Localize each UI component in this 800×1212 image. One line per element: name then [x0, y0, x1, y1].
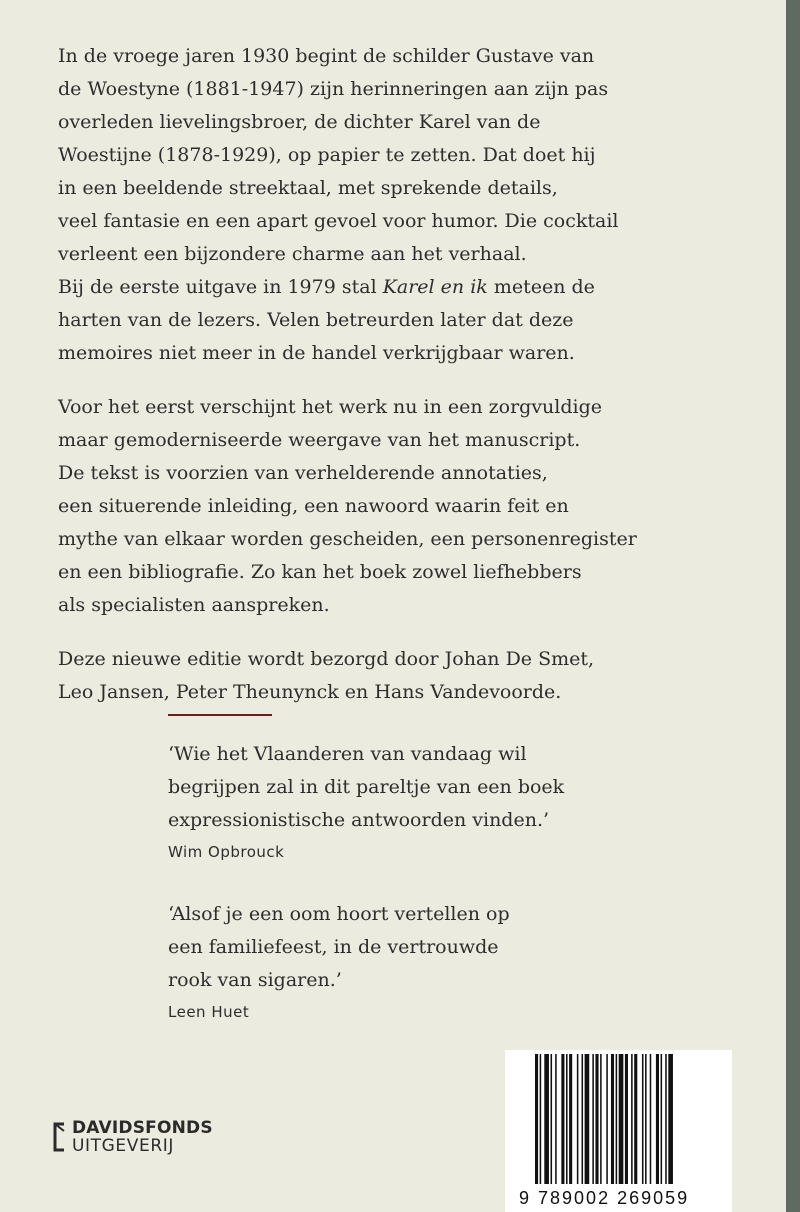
quote-line: ‘Wie het Vlaanderen van vandaag wil — [168, 743, 527, 765]
text-line: Voor het eerst verschijnt het werk nu in een zorgvuldige — [58, 396, 603, 418]
text-line: maar gemoderniseerde weergave van het manuscript. — [58, 429, 581, 451]
barcode-bar — [540, 1054, 542, 1184]
barcode-bar — [592, 1054, 594, 1184]
text-line: harten van de lezers. Velen betreurden later dat deze — [58, 309, 574, 331]
barcode-bar — [561, 1054, 564, 1184]
text-line: veel fantasie en een apart gevoel voor humor. Die cocktail — [58, 210, 619, 232]
barcode-bar — [611, 1054, 614, 1184]
barcode-bar — [600, 1054, 602, 1184]
barcode-bar — [619, 1054, 624, 1184]
text-line: Deze nieuwe editie wordt bezorgd door Johan De Smet, — [58, 648, 595, 670]
text-line: In de vroege jaren 1930 begint de schilder Gustave van — [58, 45, 595, 67]
barcode-bar — [656, 1054, 659, 1184]
blurb-paragraph-2 — [58, 391, 698, 622]
review-quote-1 — [168, 738, 648, 863]
text-line: overleden lievelingsbroer, de dichter Karel van de — [58, 111, 541, 133]
barcode-bar — [631, 1054, 633, 1184]
text-line: memoires niet meer in de handel verkrijgbaar waren. — [58, 342, 575, 364]
barcode-bar — [582, 1054, 584, 1184]
back-cover-blurb — [58, 40, 698, 730]
blurb-paragraph-3 — [58, 643, 698, 709]
isbn-barcode — [505, 1050, 732, 1212]
barcode-bar — [535, 1054, 538, 1184]
barcode-bar — [625, 1054, 628, 1184]
quote-author: Wim Opbrouck — [168, 843, 285, 861]
text-line — [58, 271, 698, 304]
barcode-bar — [551, 1054, 553, 1184]
barcode-bar — [668, 1054, 673, 1184]
barcode-bar — [566, 1054, 568, 1184]
text-line: Leo Jansen, Peter Theunynck en Hans Vandevoorde. — [58, 681, 562, 703]
barcode-digits: 9 789002 269059 — [519, 1188, 690, 1208]
barcode-bar — [665, 1054, 667, 1184]
barcode-bars — [533, 1054, 723, 1186]
quote-author: Leen Huet — [168, 1003, 250, 1021]
text-line: mythe van elkaar worden gescheiden, een personenregister — [58, 528, 637, 550]
barcode-bar — [645, 1054, 647, 1184]
davidsfonds-bracket-logo-icon — [52, 1122, 66, 1152]
barcode-bar — [569, 1054, 572, 1184]
blurb-paragraph-1 — [58, 40, 698, 370]
quote-line: ‘Alsof je een oom hoort vertellen op — [168, 903, 510, 925]
publisher-name: DAVIDSFONDS — [72, 1118, 213, 1138]
text-fragment: meteen de — [487, 276, 595, 298]
barcode-bar — [661, 1054, 663, 1184]
text-line: in een beeldende streektaal, met sprekende details, — [58, 177, 558, 199]
text-line: verleent een bijzondere charme aan het verhaal. — [58, 243, 527, 265]
barcode-bar — [577, 1054, 579, 1184]
text-line: De tekst is voorzien van verhelderende annotaties, — [58, 462, 548, 484]
barcode-bar — [642, 1054, 644, 1184]
barcode-bar — [650, 1054, 652, 1184]
book-spine-strip — [786, 0, 800, 1212]
barcode-bar — [616, 1054, 618, 1184]
quote-line: begrijpen zal in dit pareltje van een boek — [168, 776, 565, 798]
barcode-bar — [585, 1054, 590, 1184]
text-line: Woestijne (1878-1929), op papier te zetten. Dat doet hij — [58, 144, 596, 166]
barcode-bar — [595, 1054, 598, 1184]
quote-line: een familiefeest, in de vertrouwde — [168, 936, 499, 958]
review-quote-2 — [168, 898, 648, 1023]
text-line: en een bibliografie. Zo kan het boek zowel liefhebbers — [58, 561, 582, 583]
text-line: de Woestyne (1881-1947) zijn herinneringen aan zijn pas — [58, 78, 609, 100]
publisher-subtitle: UITGEVERIJ — [72, 1136, 174, 1156]
barcode-bar — [544, 1054, 549, 1184]
barcode-bar — [634, 1054, 637, 1184]
section-divider — [168, 714, 272, 716]
text-line: een situerende inleiding, een nawoord waarin feit en — [58, 495, 569, 517]
barcode-bar — [606, 1054, 608, 1184]
barcode-bar — [555, 1054, 557, 1184]
quote-line: expressionistische antwoorden vinden.’ — [168, 809, 550, 831]
quote-line: rook van sigaren.’ — [168, 969, 342, 991]
text-fragment: Bij de eerste uitgave in 1979 stal — [58, 276, 383, 298]
text-line: als specialisten aanspreken. — [58, 594, 330, 616]
book-title-italic: Karel en ik — [382, 276, 488, 298]
